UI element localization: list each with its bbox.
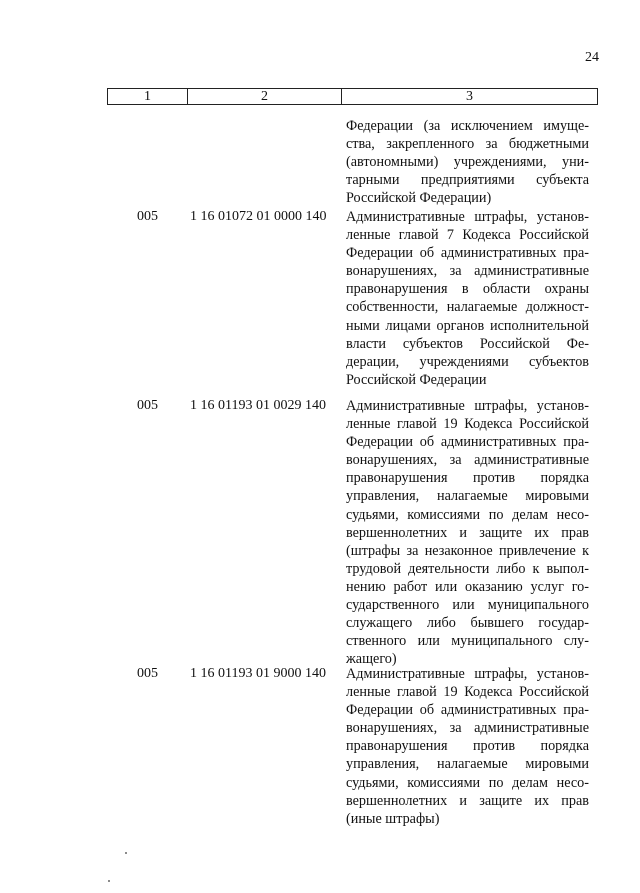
kbk-code: 1 16 01193 01 0029 140 (190, 398, 326, 413)
admin-code: 005 (137, 209, 158, 224)
admin-code: 005 (137, 398, 158, 413)
admin-code: 005 (137, 666, 158, 681)
kbk-code: 1 16 01193 01 9000 140 (190, 666, 326, 681)
table-header-col-1: 1 (108, 89, 188, 104)
scan-speck (108, 880, 110, 882)
table-header-col-2: 2 (188, 89, 342, 104)
scan-speck (125, 852, 127, 854)
kbk-code: 1 16 01072 01 0000 140 (190, 209, 327, 224)
page-number: 24 (585, 50, 599, 65)
table-header-col-3: 3 (466, 89, 473, 104)
row-description: Административные штрафы, установленные главой 7 Кодекса Российской Федерации об административных правонарушениях, за административные правонарушения в области охраны собственности, налагаемые должностными лицами органов исполнительной власти субъектов Российской Федерации, учреждениями субъектов Российской Федерации (346, 209, 589, 388)
continuation-text: Федерации (за исключением имущества, закрепленного за бюджетными (автономными) учреждениями, унитарными предприятиями субъекта Российской Федерации) (346, 118, 589, 207)
table-header (107, 88, 598, 105)
row-description: Административные штрафы, установленные главой 19 Кодекса Российской Федерации об административных правонарушениях, за административные правонарушения против порядка управления, налагаемые мировыми судьями, комиссиями по делам несовершеннолетних и защите их прав (иные штрафы) (346, 666, 589, 827)
row-description: Административные штрафы, установленные главой 19 Кодекса Российской Федерации об административных правонарушениях, за административные правонарушения против порядка управления, налагаемые мировыми судьями, комиссиями по делам несовершеннолетних и защите их прав (штрафы за незаконное привлечение к трудовой деятельности либо к выполнению работ или оказанию услуг государственного или муниципального служащего либо бывшего государственного или муниципального служащего) (346, 398, 589, 668)
